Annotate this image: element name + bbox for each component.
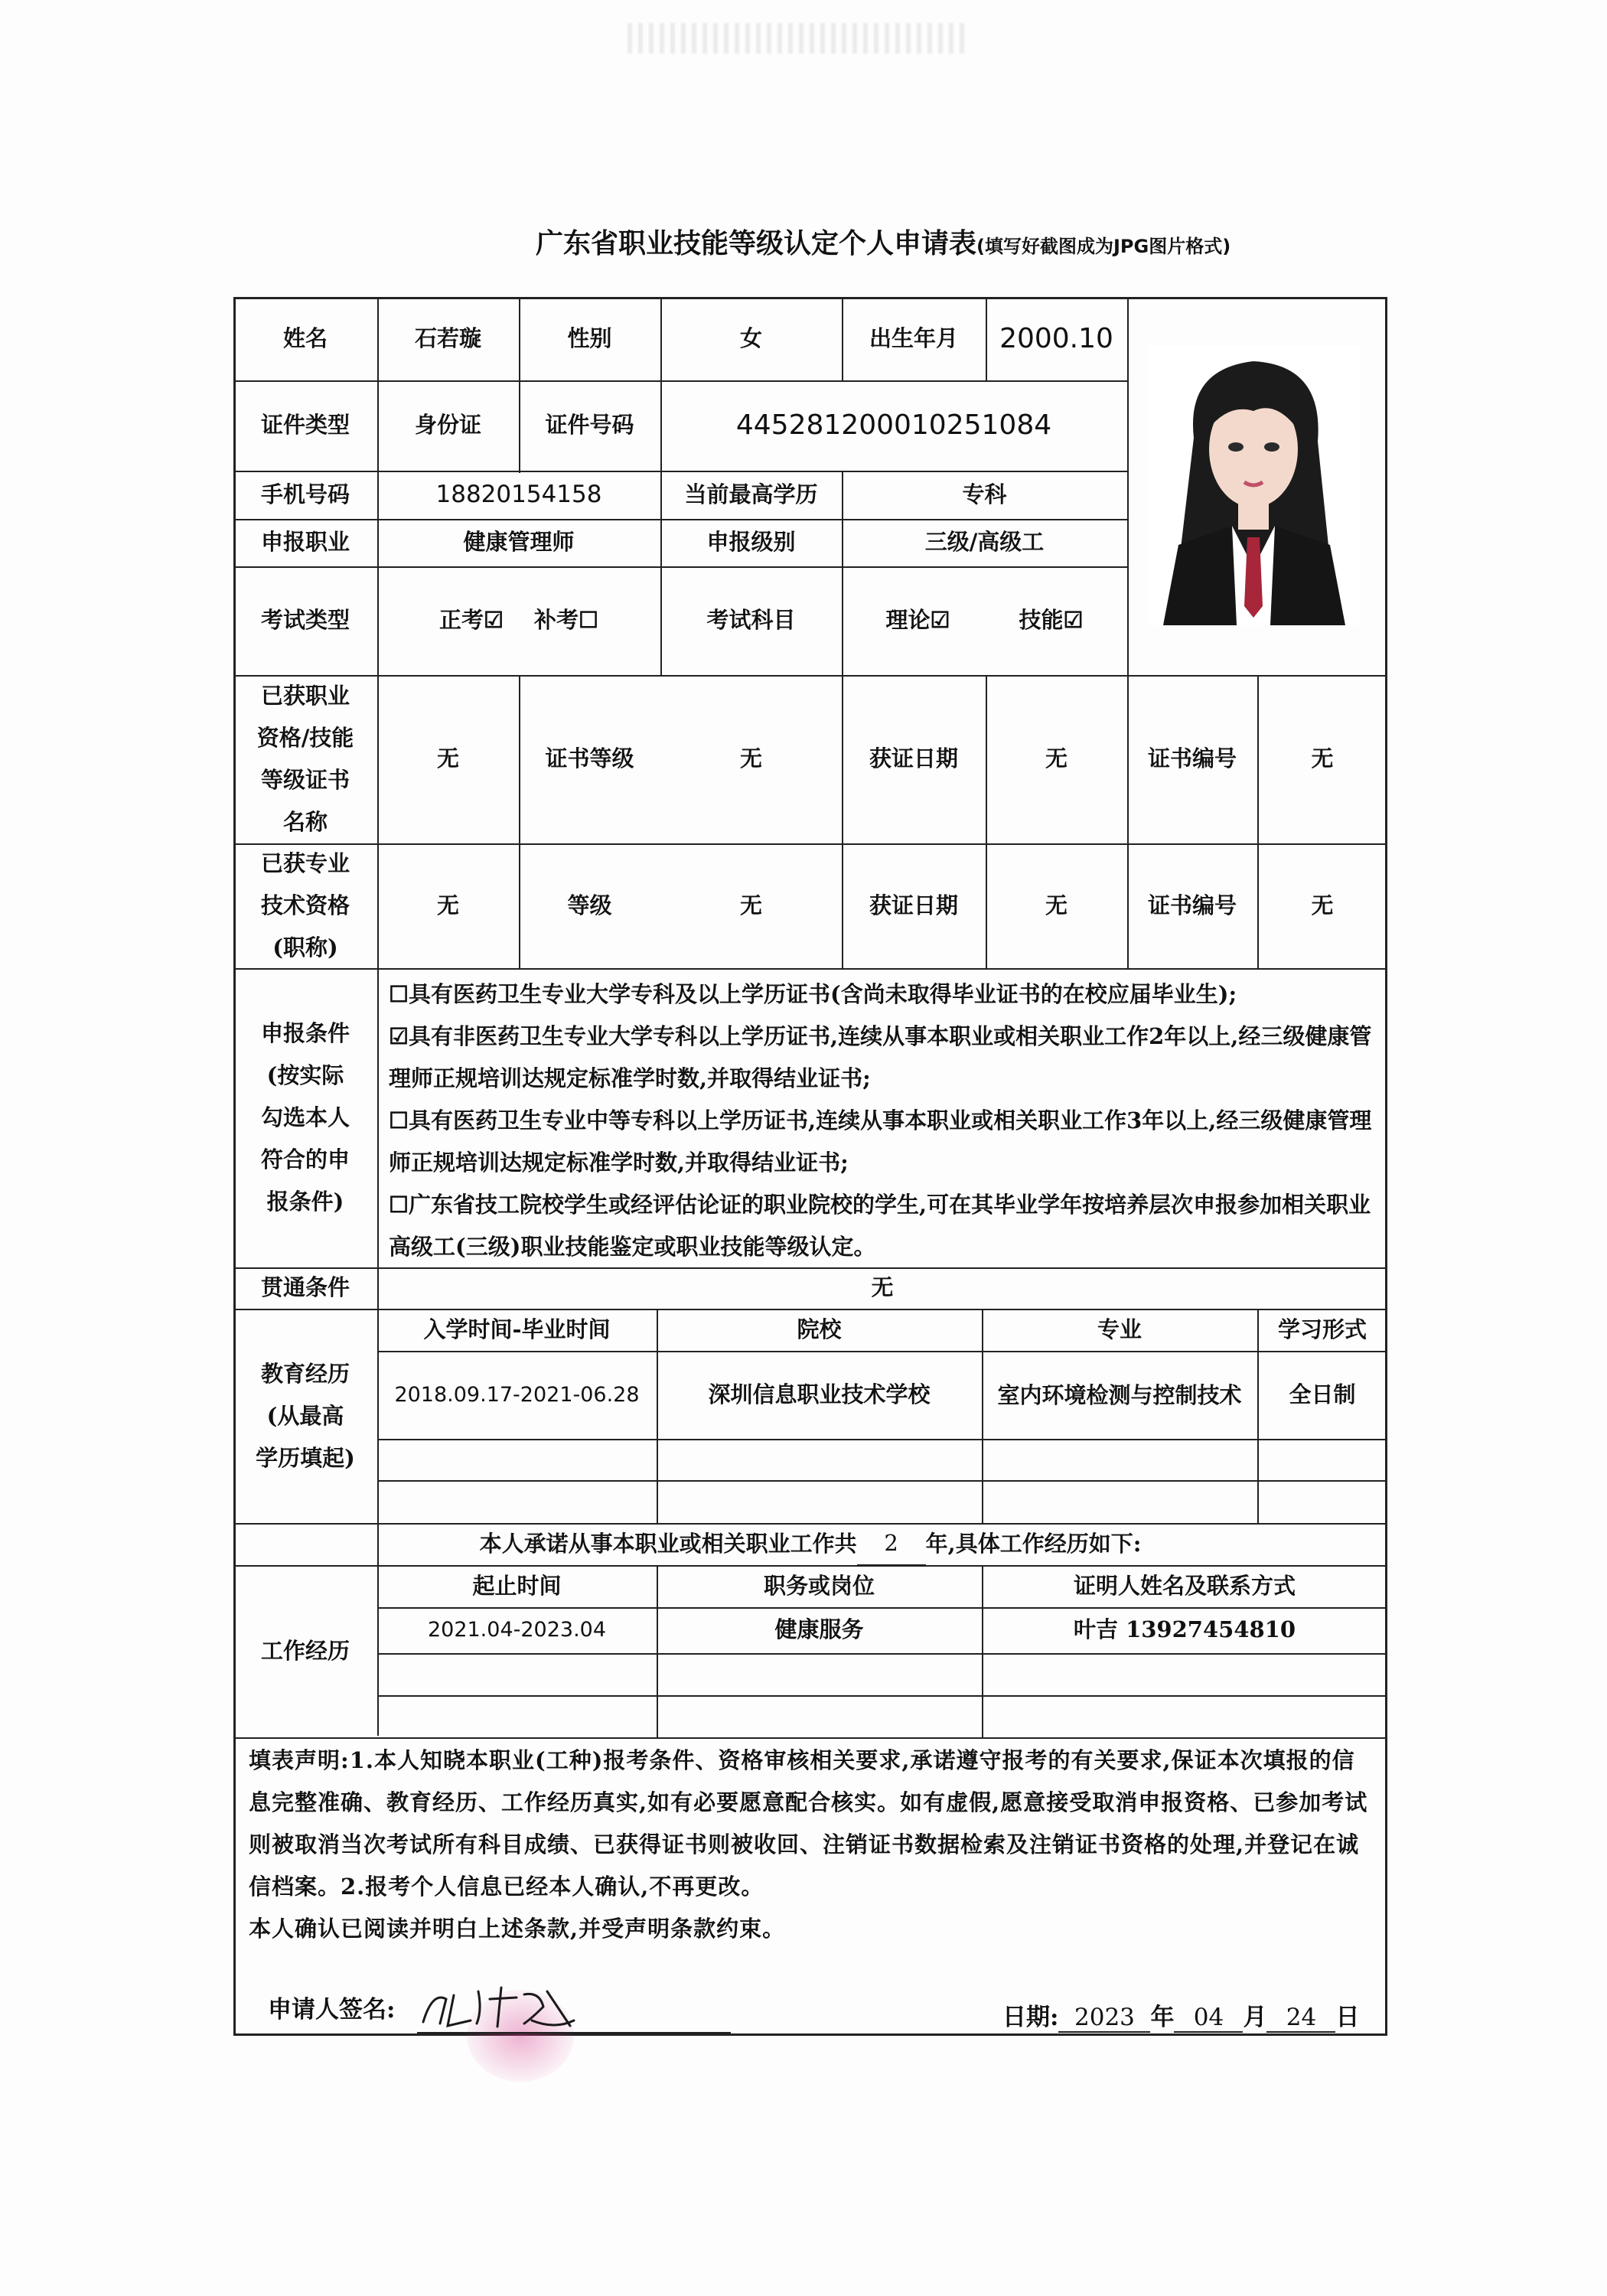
label-conditions: 申报条件 (按实际 勾选本人 符合的申 报条件) (260, 1020, 350, 1215)
work-row-period: 2021.04-2023.04 (427, 1618, 607, 1642)
value-education: 专科 (962, 481, 1007, 507)
checkbox-checked-icon: ☑ (484, 607, 504, 634)
label-cert-date: 获证日期 (869, 745, 958, 772)
work-header-period: 起止时间 (472, 1572, 562, 1599)
conditions-list (389, 974, 1384, 1268)
value-tech-number: 无 (1311, 892, 1334, 918)
value-id-number: 445281200010251084 (735, 409, 1052, 441)
edu-row-major: 室内环境检测与控制技术 (997, 1381, 1242, 1408)
checkbox-empty-icon: ☐ (579, 607, 599, 634)
value-tech-name: 无 (436, 892, 459, 918)
label-level: 申报级别 (706, 529, 796, 556)
checkbox-checked-icon: ☑ (930, 607, 950, 634)
date-year: 2023 (1058, 2004, 1150, 2033)
edu-header-period: 入学时间-毕业时间 (423, 1316, 611, 1342)
value-tech-date: 无 (1045, 892, 1068, 918)
exam-subject-options (842, 566, 1127, 675)
label-tech-number: 证书编号 (1147, 892, 1237, 918)
date-month: 04 (1174, 2004, 1243, 2033)
value-name: 石若璇 (414, 325, 481, 352)
title-main: 广东省职业技能等级认定个人申请表 (536, 228, 977, 259)
value-level: 三级/高级工 (924, 529, 1045, 556)
checkbox-empty-icon: ☐ (389, 981, 409, 1007)
condition-item[interactable]: ☐具有医药卫生专业中等专科以上学历证书,连续从事本职业或相关职业工作3年以上,经三级健康管理师正规培训达规定标准学时数,并取得结业证书; (389, 1107, 1372, 1176)
form-title (536, 222, 1231, 261)
work-header-reference: 证明人姓名及联系方式 (1073, 1572, 1296, 1599)
date-day: 24 (1266, 2004, 1335, 2033)
label-tech-grade: 等级 (567, 892, 612, 918)
value-cert-date: 无 (1045, 745, 1068, 772)
label-name: 姓名 (282, 325, 328, 352)
applicant-photo (1148, 346, 1360, 625)
exam-makeup[interactable]: 补考☐ (534, 607, 599, 634)
work-row-reference: 叶吉 13927454810 (1073, 1616, 1296, 1643)
value-cert-grade: 无 (739, 745, 762, 772)
signature-label: 申请人签名: (268, 1996, 396, 2024)
title-note: (填写好截图成为JPG图片格式) (976, 236, 1231, 257)
value-cert-name: 无 (436, 745, 459, 772)
condition-item[interactable]: ☐具有医药卫生专业大学专科及以上学历证书(含尚未取得毕业证书的在校应届毕业生); (389, 981, 1237, 1007)
label-id-type: 证件类型 (260, 412, 350, 439)
declaration (249, 1740, 1374, 1950)
label-exam-subject: 考试科目 (706, 607, 796, 634)
exam-regular[interactable]: 正考☑ (438, 607, 504, 634)
work-years: 2 (857, 1522, 926, 1566)
work-header-position: 职务或岗位 (763, 1572, 875, 1599)
sign-date: 日期: 2023 年 04 月 24 日 (1002, 2004, 1360, 2031)
label-occupation: 申报职业 (260, 529, 350, 556)
checkbox-empty-icon: ☐ (389, 1192, 409, 1218)
value-birth: 2000.10 (999, 322, 1113, 354)
condition-item[interactable]: ☐广东省技工院校学生或经评估论证的职业院校的学生,可在其毕业学年按培养层次申报参加相关职业高级工(三级)职业技能鉴定或职业技能等级认定。 (389, 1192, 1371, 1260)
edu-header-mode: 学习形式 (1277, 1316, 1367, 1342)
edu-header-major: 专业 (1097, 1316, 1142, 1342)
label-phone: 手机号码 (260, 481, 350, 507)
checkbox-checked-icon: ☑ (389, 1023, 409, 1049)
value-through: 无 (871, 1274, 894, 1301)
label-cert-number: 证书编号 (1147, 745, 1237, 772)
signature-line (417, 2032, 731, 2033)
value-phone: 18820154158 (435, 481, 602, 509)
label-through: 贯通条件 (260, 1274, 350, 1301)
label-cert: 已获职业 资格/技能 等级证书 名称 (256, 683, 354, 835)
condition-item[interactable]: ☑具有非医药卫生专业大学专科以上学历证书,连续从事本职业或相关职业工作2年以上,经三级健康管理师正规培训达规定标准学时数,并取得结业证书; (389, 1023, 1372, 1091)
value-gender: 女 (739, 325, 762, 352)
handwritten-signature (417, 1976, 578, 2040)
label-id-number: 证件号码 (545, 412, 634, 439)
work-row-position: 健康服务 (774, 1616, 864, 1643)
label-gender: 性别 (567, 325, 612, 352)
value-id-type: 身份证 (414, 412, 481, 439)
label-exam-type: 考试类型 (260, 607, 350, 634)
label-tech-date: 获证日期 (869, 892, 958, 918)
value-tech-grade: 无 (739, 892, 762, 918)
label-work: 工作经历 (260, 1637, 350, 1664)
label-cert-grade: 证书等级 (545, 745, 634, 772)
edu-row-mode: 全日制 (1289, 1381, 1356, 1407)
checkbox-checked-icon: ☑ (1063, 607, 1084, 634)
work-commitment: 本人承诺从事本职业或相关职业工作共 2 年,具体工作经历如下: (233, 1523, 1387, 1565)
subject-theory[interactable]: 理论☑ (885, 607, 950, 634)
label-education: 当前最高学历 (684, 481, 818, 507)
edu-header-school: 院校 (797, 1316, 842, 1342)
edu-row-school: 深圳信息职业技术学校 (708, 1381, 931, 1407)
declaration-text: 填表声明:1.本人知晓本职业(工种)报考条件、资格审核相关要求,承诺遵守报考的有关要求,保证本次填报的信息完整准确、教育经历、工作经历真实,如有必要愿意配合核实。如有虚假,愿意接受取消申报资格、已参加考试则被取消当次考试所有科目成绩、已获得证书则被收回、注销证书数据检索及注销证书资格的处理,并登记在诚信档案。2.报考个人信息已经本人确认,不再更改。 (249, 1747, 1368, 1900)
edu-row-period: 2018.09.17-2021-06.28 (394, 1382, 640, 1407)
declaration-confirm: 本人确认已阅读并明白上述条款,并受声明条款约束。 (249, 1916, 786, 1942)
value-cert-number: 无 (1311, 745, 1334, 772)
checkbox-empty-icon: ☐ (389, 1107, 409, 1133)
scan-smudge (627, 23, 964, 54)
label-tech: 已获专业 技术资格 (职称) (260, 850, 350, 960)
value-occupation: 健康管理师 (463, 529, 575, 556)
subject-skill[interactable]: 技能☑ (1019, 607, 1084, 634)
exam-type-options (377, 566, 660, 675)
label-education-history: 教育经历 (从最高 学历填起) (256, 1360, 355, 1471)
label-birth: 出生年月 (869, 325, 958, 352)
